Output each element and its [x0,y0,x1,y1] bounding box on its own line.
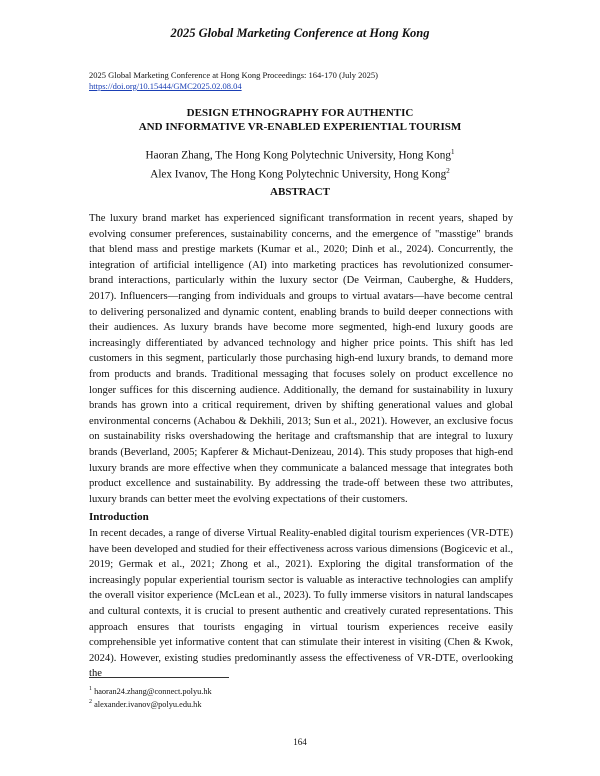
author-2-footnote-mark: 2 [446,166,450,175]
paper-title [0,106,600,134]
proceedings-line: 2025 Global Marketing Conference at Hong Kong Proceedings: 164-170 (July 2025) [89,70,378,80]
footnote-2-email: alexander.ivanov@polyu.edu.hk [94,700,202,710]
author-1-text: Haoran Zhang, The Hong Kong Polytechnic University, Hong Kong [145,149,451,162]
author-1-footnote-mark: 1 [450,148,455,156]
footnote-divider [89,677,229,678]
introduction-heading: Introduction [89,511,149,523]
footnote-2-mark: 2 [89,699,92,706]
running-head: 2025 Global Marketing Conference at Hong Kong [170,26,430,40]
abstract-body: The luxury brand market has experienced significant transformation in recent years, shaped by evolving consumer preferences, sustainability concerns, and the emergence of "masstige" brands that blend mass and prestige markets (Kumar et al., 2020; Dinh et al., 2024). Concurrently, the integration of artificial intelligence (AI) into marketing practices has revolutionized consumer-brand interactions, particularly within the luxury sector (De Veirman, Cauberghe, & Hudders, 2017). Influencers—ranging from individuals and groups to virtual avatars—have become central to delivering personalized and dynamic content, enabling brands to build deeper connections with their audiences. As luxury brands have become more segmented, high-end luxury goods are increasingly differentiated by advanced technology and higher price points. This shift has led customers in this segment, particularly those purchasing high-end luxury brands, to demand more from products and brands. Traditional messaging that focuses solely on product excellence no longer suffices for this discerning audience. Additionally, the demand for sustainability in luxury brands has grown into a critical requirement, driven by shifting generational values and global environmental concerns (Achabou & Dekhili, 2013; Sun et al., 2021). However, an exclusive focus on sustainability risks overshadowing the heritage and craftsmanship that are integral to luxury brands (Beverland, 2005; Kapferer & Michaut-Denizeau, 2014). This study proposes that high-end luxury brands are more effective when they communicate a balanced message that integrates both product excellence and sustainability. By addressing the trade-off between these two attributes, luxury brands can better meet the evolving expectations of their customers. [89,213,513,505]
author-1 [0,145,600,164]
author-block [0,145,600,182]
author-2-text: Alex Ivanov, The Hong Kong Polytechnic University, Hong Kong [150,168,447,181]
footnote-1 [89,684,212,697]
footnotes [89,684,212,711]
doi-link[interactable]: https://doi.org/10.15444/GMC2025.02.08.04 [89,81,242,91]
footnote-2 [89,697,212,710]
abstract-heading: ABSTRACT [270,186,330,198]
title-line-2: AND INFORMATIVE VR-ENABLED EXPERIENTIAL TOURISM [138,121,462,133]
proceedings-info [89,70,378,92]
footnote-1-mark: 1 [89,686,92,692]
footnote-1-email: haoran24.zhang@connect.polyu.hk [94,686,212,696]
introduction-body: In recent decades, a range of diverse Virtual Reality-enabled digital tourism experiences (VR-DTE) have been developed and studied for their effectiveness across various dimensions (Bogicevic et al., 2019; Germak et al., 2021; Zhong et al., 2021). Exploring the digital transformation of the increasingly popular experiential tourism sector is valuable as interactive technologies can amplify the overall visitor experience (McLean et al., 2023). To fully immerse visitors in natural landscapes and cultural contexts, it is crucial to present authentic and creatively curated representations. This approach ensures that tourists engaging in virtual tourism experiences receive easily comprehensible yet informative content that can stimulate their interest in visiting (Chen & Kwok, 2024). However, existing studies predominantly assess the effectiveness of VR-DTE, overlooking the [89,528,513,680]
title-line-1: DESIGN ETHNOGRAPHY FOR AUTHENTIC [186,107,414,119]
page-number: 164 [293,737,307,747]
author-2 [0,164,600,183]
